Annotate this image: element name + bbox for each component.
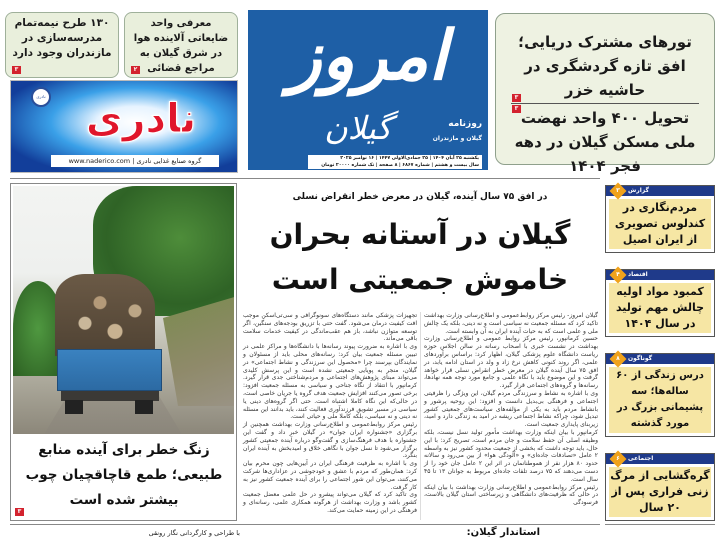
article-paragraph: رئیس مرکز روابط‌عمومی و اطلاع‌رسانی وزارت بهداشت همچنین از برگزاری «جشنواره ایران جوان» در گیلان خبر داد و گفت این جشنواره با هدف فرهنگ‌سازی و گفت‌وگو درباره آینده جمعیتی کشور برگزار می‌شود تا نسل جوان با نگاهی خلاق و امیدبخش به آینده ایران بنگرد. [243,421,417,460]
masthead [248,10,488,170]
page-number: ۶ [616,455,620,462]
article-paragraph: وی با اشاره به ضرورت پیوند رسانه‌ها با دانشگاه‌ها و مراکز علمی در تبیین مسئله جمعیت بیان کرد: رسانه‌های محلی باید از مسئولان و نمایندگان بپرسند چرا «محصول این سرزندگی و نشاط اجتماعی» در گیلان، منجر به پویایی جمعیتی نشده است و این پرسش کلیدی می‌تواند مبنای پژوهش‌های اجتماعی و مردم‌شناختی جدی قرار گیرد. کرمانپور با انتقاد از نگاه جناحی و سیاسی به مسئله جمعیت افزود: برخی تصور می‌کنند افزایش جمعیت هدف گروه یا جریان خاصی است، در حالی‌که این نگاه کاملا اشتباه است. حتی اگر گروه‌های دینی یا سیاسی در مسیر تشویق فرزندآوری فعالیت کنند، باید بدانند این مسئله نه دینی و نه سیاسی، بلکه کاملا ملی و حیاتی است. [243,343,417,421]
photo-story[interactable] [10,183,237,521]
article-paragraph: گیلان امروز- رئیس مرکز روابط‌عمومی و اطلاع‌رسانی وزارت بهداشت تاکید کرد که مسئله جمعیت نه سیاسی است و نه دینی، بلکه یک چالش ملی و علمی است که به حیات آینده ایران به آن وابسته است. [424,312,598,335]
section-label: اقتصاد [628,271,648,278]
page-number: ۸ [616,355,620,362]
lead-column-right [424,312,598,507]
article-paragraph: وی تاکید کرد که گیلان می‌تواند پیشرو در حل علمی معضل جمعیت کشور باشد و وزارت بهداشت از هرگونه همکاری علمی، رسانه‌ای و فرهنگی در این زمینه حمایت می‌کند. [243,491,417,514]
nadri-logo: نادری [85,96,197,142]
masthead-date: یکشنبه ۲۵ آبان ۱۴۰۴ | ۲۵ جمادی‌الاولی ۱۴۴۷ | ۱۶ نوامبر ۲۰۲۵ [340,156,479,161]
lead-headline [242,212,598,302]
lead-column-left [243,312,417,515]
masthead-region: گیلان و مازندران [432,135,482,142]
sidebar-headline: گره‌گشایی از مرگ زنی فراری پس از ۲۰ سال [609,467,711,517]
page-badge: ۳ [512,105,521,113]
page-badge: ۲ [131,66,140,74]
bottom-divider [10,524,600,525]
masthead-date-box [308,155,482,169]
teaser-housing[interactable]: تحویل ۴۰۰ واحد نهضت ملی مسکن گیلان در دهه فجر ۱۴۰۴ [514,109,696,175]
sidebar-item-misc[interactable] [605,353,715,437]
page-badge: ۳ [12,66,21,74]
page-badge: ۳ [512,94,521,102]
nadri-footer-strip: گروه صنایع غذایی نادری | www.naderico.com [51,155,219,167]
sidebar-item-report[interactable] [605,185,715,253]
divider [511,103,699,104]
next-headline: استاندار گیلان: [466,527,540,538]
article-paragraph: وی با اشاره به نشاط و سرزندگی مردم گیلان، این ویژگی را ظرفیتی اجتماعی و فرهنگی بی‌بدیل دانست و افزود: این روحیه پرشور و بانشاط مردم باید به یکی از مؤلفه‌های سیاست‌های جمعیتی کشور تبدیل شود، چراکه نشاط اجتماعی ریشه در امید به زندگی دارد و امید، زیربنای پایداری جمعیت است. [424,389,598,429]
teaser-box-pollution[interactable] [124,12,238,78]
section-label: اجتماعی [628,455,654,462]
masthead-kind: روزنامه [448,119,482,129]
section-label: گزارش [628,187,650,194]
nadri-emblem-icon: نادری [31,87,51,107]
lead-kicker: در افق ۷۵ سال آینده، گیلان در معرض خطر انقراض نسلی [292,192,548,202]
article-paragraph: حسین کرمانپور، رئیس مرکز روابط عمومی و اطلاع‌رسانی وزارت بهداشت در نشست خبری با اصحاب رسانه در سالن اجلاس حوزه ریاست دانشگاه علوم پزشکی گیلان، اظهار کرد: براساس برآوردهای علمی، اگر روند کنونی کاهش نرخ زاد و ولد در استان ادامه یابد، در افق ۷۵ سال آینده گیلان در معرض خطر انقراض نسلی قرار خواهد گرفت و این موضوع باید با نگاه علمی و جامع مورد توجه همه نهادها، رسانه‌ها و گروه‌های اجتماعی قرار گیرد. [424,335,598,390]
masthead-issue: سال بیست و هشتم | شماره ۶۸۶۷ | ۸ صفحه | تک شماره ۲۰۰۰۰ تومان [321,163,479,168]
article-paragraph: رئیس مرکز روابط‌عمومی و اطلاع‌رسانی وزارت بهداشت با بیان اینکه در حالی که ظرفیت‌های دانشگاهی و زیرساختی استان گیلان بالاست، فرسودگی [424,483,598,507]
article-paragraph: تجهیزات پزشکی مانند دستگاه‌های سونوگرافی و سی‌تی‌اسکن موجب افت کیفیت درمان می‌شود. گفت حتی با تزریق بودجه‌های سنگین، اگر توسعه متوازن نباشد، باز هم عقب‌ماندگی در کیفیت خدمات سلامت باقی می‌ماند. [243,312,417,343]
page-number: ۳ [616,187,620,194]
sidebar-item-social[interactable] [605,453,715,521]
nadri-url[interactable]: www.naderico.com [68,157,131,165]
design-credit: با طراحی و کارگردانی نگار رونقی [148,529,240,537]
article-paragraph: کرمانپور با بیان اینکه وزارت بهداشت مأمور تولید نسل نیست، بلکه وظیفه اصلی آن حفظ سلامت و جان مردم است، تصریح کرد: با این حال، باید توجه داشت که بخشی از جمعیت محدود کشور نیز به واسطه ۲ عامل «تصادفات جاده‌ای» و «آلودگی هوا» از بین می‌رود و سالانه حدود ۸۰ هزار نفر از هموطنانمان در اثر این ۲ عامل جان خود را از دست می‌دهند که ۷۵ درصد تلفات جاده‌ای مربوط به جوانان ۱۳ تا ۴۵ سال است. [424,428,598,483]
teaser-text: معرفی واحد ضایعاتی آلاینده هوا در شرق گیلان به مراجع قضائی [133,18,229,74]
section-label: گوناگون [628,355,653,362]
sidebar [605,185,715,521]
sidebar-headline: مردم‌نگاری در کندلوس تصویری از ایران اصیل [609,199,711,249]
teaser-box-schools[interactable] [5,12,119,78]
logging-truck-photo [13,186,234,434]
article-paragraph: وی با اشاره به ظرفیت فرهنگی ایران در آیین‌هایی چون محرم بیان کرد: همان‌طور که مردم با عشق و خودجوشی در عزاداری‌ها شرکت می‌کنند، می‌توان این شور اجتماعی را برای آینده جمعیت کشور نیز به کار گرفت. [243,460,417,491]
top-divider [10,178,600,179]
nadri-advertisement[interactable] [10,80,238,173]
page-number: ۴ [616,271,620,278]
column-divider [420,312,421,520]
sidebar-headline: درس زندگی از ۶۰ ساله‌ها؛ سه پشیمانی بزرگ در مورد گذشته [609,367,711,433]
teaser-text: ۱۳۰ طرح نیمه‌تمام مدرسه‌سازی در مازندران وجود دارد [12,17,112,59]
page-badge: ۳ [15,508,24,516]
photo-story-headline: زنگ خطر برای آینده منابع طبیعی؛ طمع قاچاقچیان چوب بیشتر شده است [25,442,223,508]
top-right-teaser [495,13,715,175]
bottom-divider-right [605,524,715,525]
teaser-tours[interactable]: تورهای مشترک دریایی؛ افق تازه گردشگری در حاشیه خزر [518,33,692,99]
sidebar-item-economy[interactable] [605,269,715,337]
lead-headline-line-2: خاموش جمعیتی است [271,263,569,296]
nadri-tagline: گروه صنایع غذایی نادری [136,157,202,165]
lead-headline-line-1: گیلان در آستانه بحران [269,218,571,251]
sidebar-headline: کمبود مواد اولیه چالش مهم تولید در سال ۱۴۰۴ [609,283,711,333]
masthead-title-prefix: گیلان [324,109,392,147]
masthead-title: امروز [288,16,448,96]
